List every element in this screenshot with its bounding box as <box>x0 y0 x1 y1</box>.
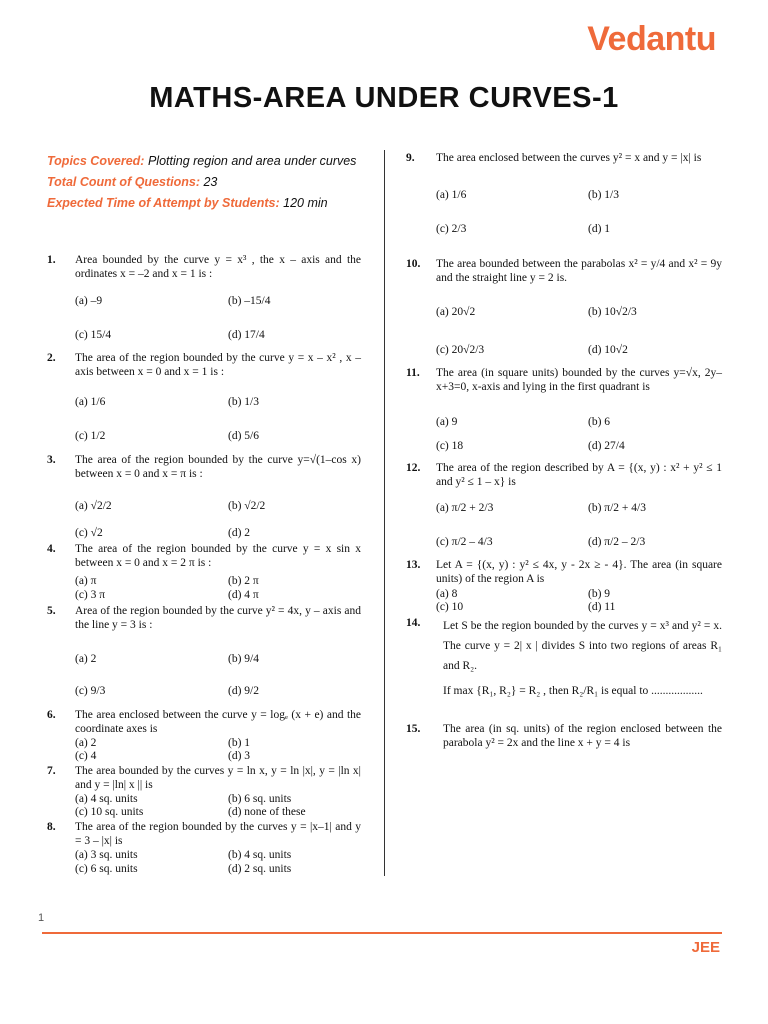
vedantu-logo: Vedantu <box>587 20 716 58</box>
option-d: (d) none of these <box>228 806 306 818</box>
question-11 <box>406 366 722 412</box>
count-value: 23 <box>203 175 218 189</box>
count-label: Total Count of Questions: <box>47 175 200 189</box>
question-number: 13. <box>406 559 421 571</box>
question-13 <box>406 558 722 588</box>
question-number: 2. <box>47 352 56 364</box>
question-7 <box>47 764 361 794</box>
question-text: The area enclosed between the curves y² = x and y = |x| is <box>436 152 702 164</box>
option-b: (b) 9/4 <box>228 653 259 665</box>
option-a: (a) 3 sq. units <box>75 849 138 861</box>
question-number: 8. <box>47 821 56 833</box>
question-number: 1. <box>47 254 56 266</box>
question-6 <box>47 708 361 738</box>
question-number: 10. <box>406 258 421 270</box>
question-text: The area (in sq. units) of the region enclosed between the parabola y² = 2x and the line x + y = 4 is <box>443 723 722 749</box>
question-5 <box>47 604 361 634</box>
option-a: (a) 4 sq. units <box>75 793 138 805</box>
topics-value: Plotting region and area under curves <box>147 154 357 168</box>
option-d: (d) 9/2 <box>228 685 259 697</box>
question-text: The area (in square units) bounded by the curves y=√x, 2y–x+3=0, x-axis and lying in the first quadrant is <box>436 367 722 393</box>
option-b: (b) π/2 + 4/3 <box>588 502 646 514</box>
option-b: (b) 1/3 <box>228 396 259 408</box>
question-text: The area enclosed between the curve y = logₑ (x + e) and the coordinate axes is <box>75 709 361 735</box>
question-15 <box>406 722 722 752</box>
question-text: Area bounded by the curve y = x³ , the x – axis and the ordinates x = –2 and x = 1 is : <box>75 254 361 280</box>
time-value: 120 min <box>283 196 328 210</box>
option-c: (c) 10 sq. units <box>75 806 144 818</box>
option-a: (a) 1/6 <box>436 189 467 201</box>
question-number: 15. <box>406 723 421 735</box>
topics-label: Topics Covered: <box>47 154 145 168</box>
question-8 <box>47 820 361 850</box>
question-number: 11. <box>406 367 420 379</box>
option-a: (a) –9 <box>75 295 103 307</box>
option-a: (a) 2 <box>75 737 97 749</box>
option-c: (c) 3 π <box>75 589 106 601</box>
option-a: (a) 2 <box>75 653 97 665</box>
question-text: The area of the region bounded by the curve y = x sin x between x = 0 and x = 2 π is : <box>75 543 361 569</box>
option-b: (b) 6 sq. units <box>228 793 292 805</box>
option-d: (d) 17/4 <box>228 329 265 341</box>
question-text: The area bounded by the curves y = ln x, y = ln |x|, y = |ln x| and y = |ln| x || is <box>75 765 361 791</box>
question-text: The area of the region described by A = {(x, y) : x² + y² ≤ 1 and y² ≤ 1 – x} is <box>436 462 722 488</box>
option-d: (d) 4 π <box>228 589 259 601</box>
option-c: (c) 10 <box>436 601 464 613</box>
option-a: (a) 9 <box>436 416 458 428</box>
option-b: (b) 9 <box>588 588 611 600</box>
option-b: (b) 2 π <box>228 575 259 587</box>
question-text: The area of the region bounded by the curve y = x – x² , x – axis between x = 0 and x = 1 is : <box>75 352 361 378</box>
option-d: (d) 2 <box>228 527 251 539</box>
option-d: (d) 5/6 <box>228 430 259 442</box>
option-a: (a) 8 <box>436 588 458 600</box>
question-number: 6. <box>47 709 56 721</box>
option-d: (d) 3 <box>228 750 251 762</box>
option-d: (d) 10√2 <box>588 344 628 356</box>
question-1 <box>47 253 361 283</box>
option-c: (c) π/2 – 4/3 <box>436 536 493 548</box>
question-number: 5. <box>47 605 56 617</box>
page-number: 1 <box>38 912 45 924</box>
question-14 <box>406 616 722 676</box>
column-divider <box>384 150 385 876</box>
option-c: (c) 18 <box>436 440 464 452</box>
option-b: (b) 10√2/3 <box>588 306 637 318</box>
question-14-condition: If max {R₁, R₂} = R₂ , then R₂/R₁ is equal to .................. <box>443 685 703 697</box>
question-number: 7. <box>47 765 56 777</box>
question-number: 14. <box>406 617 421 629</box>
option-a: (a) 1/6 <box>75 396 106 408</box>
option-b: (b) 6 <box>588 416 611 428</box>
option-d: (d) π/2 – 2/3 <box>588 536 646 548</box>
question-number: 9. <box>406 152 415 164</box>
question-text: The area of the region bounded by the curves y = |x–1| and y = 3 – |x| is <box>75 821 361 847</box>
question-4 <box>47 542 361 572</box>
jee-tag: JEE <box>691 939 720 956</box>
question-text: Area of the region bounded by the curve y² = 4x, y – axis and the line y = 3 is : <box>75 605 361 631</box>
meta-block <box>47 151 367 214</box>
question-text: The area of the region bounded by the curve y=√(1–cos x) between x = 0 and x = π is : <box>75 454 361 480</box>
option-a: (a) √2/2 <box>75 500 112 512</box>
option-c: (c) 9/3 <box>75 685 106 697</box>
footer-rule <box>42 932 722 934</box>
page-title: MATHS-AREA UNDER CURVES-1 <box>149 82 619 114</box>
option-d: (d) 2 sq. units <box>228 863 292 875</box>
option-b: (b) 4 sq. units <box>228 849 292 861</box>
option-c: (c) 15/4 <box>75 329 112 341</box>
option-a: (a) π <box>75 575 97 587</box>
question-3 <box>47 453 361 483</box>
option-b: (b) 1/3 <box>588 189 619 201</box>
time-label: Expected Time of Attempt by Students: <box>47 196 280 210</box>
option-d: (d) 27/4 <box>588 440 625 452</box>
question-number: 4. <box>47 543 56 555</box>
question-9 <box>406 151 722 181</box>
option-b: (b) 1 <box>228 737 251 749</box>
question-2 <box>47 351 361 381</box>
option-c: (c) 6 sq. units <box>75 863 138 875</box>
question-text: Let S be the region bounded by the curves y = x³ and y² = x. The curve y = 2| x | divides S into two regions of areas R₁ and R₂. <box>443 620 722 672</box>
option-c: (c) 20√2/3 <box>436 344 485 356</box>
question-text: The area bounded between the parabolas x² = y/4 and x² = 9y and the straight line y = 2 is. <box>436 258 722 284</box>
option-c: (c) √2 <box>75 527 103 539</box>
question-12 <box>406 461 722 491</box>
option-b: (b) √2/2 <box>228 500 266 512</box>
question-number: 12. <box>406 462 421 474</box>
question-number: 3. <box>47 454 56 466</box>
option-a: (a) 20√2 <box>436 306 476 318</box>
option-c: (c) 2/3 <box>436 223 467 235</box>
option-c: (c) 4 <box>75 750 97 762</box>
option-d: (d) 11 <box>588 601 616 613</box>
option-c: (c) 1/2 <box>75 430 106 442</box>
option-a: (a) π/2 + 2/3 <box>436 502 494 514</box>
question-text: Let A = {(x, y) : y² ≤ 4x, y - 2x ≥ - 4}. The area (in square units) of the region A is <box>436 559 722 585</box>
question-10 <box>406 257 722 287</box>
option-d: (d) 1 <box>588 223 611 235</box>
option-b: (b) –15/4 <box>228 295 271 307</box>
